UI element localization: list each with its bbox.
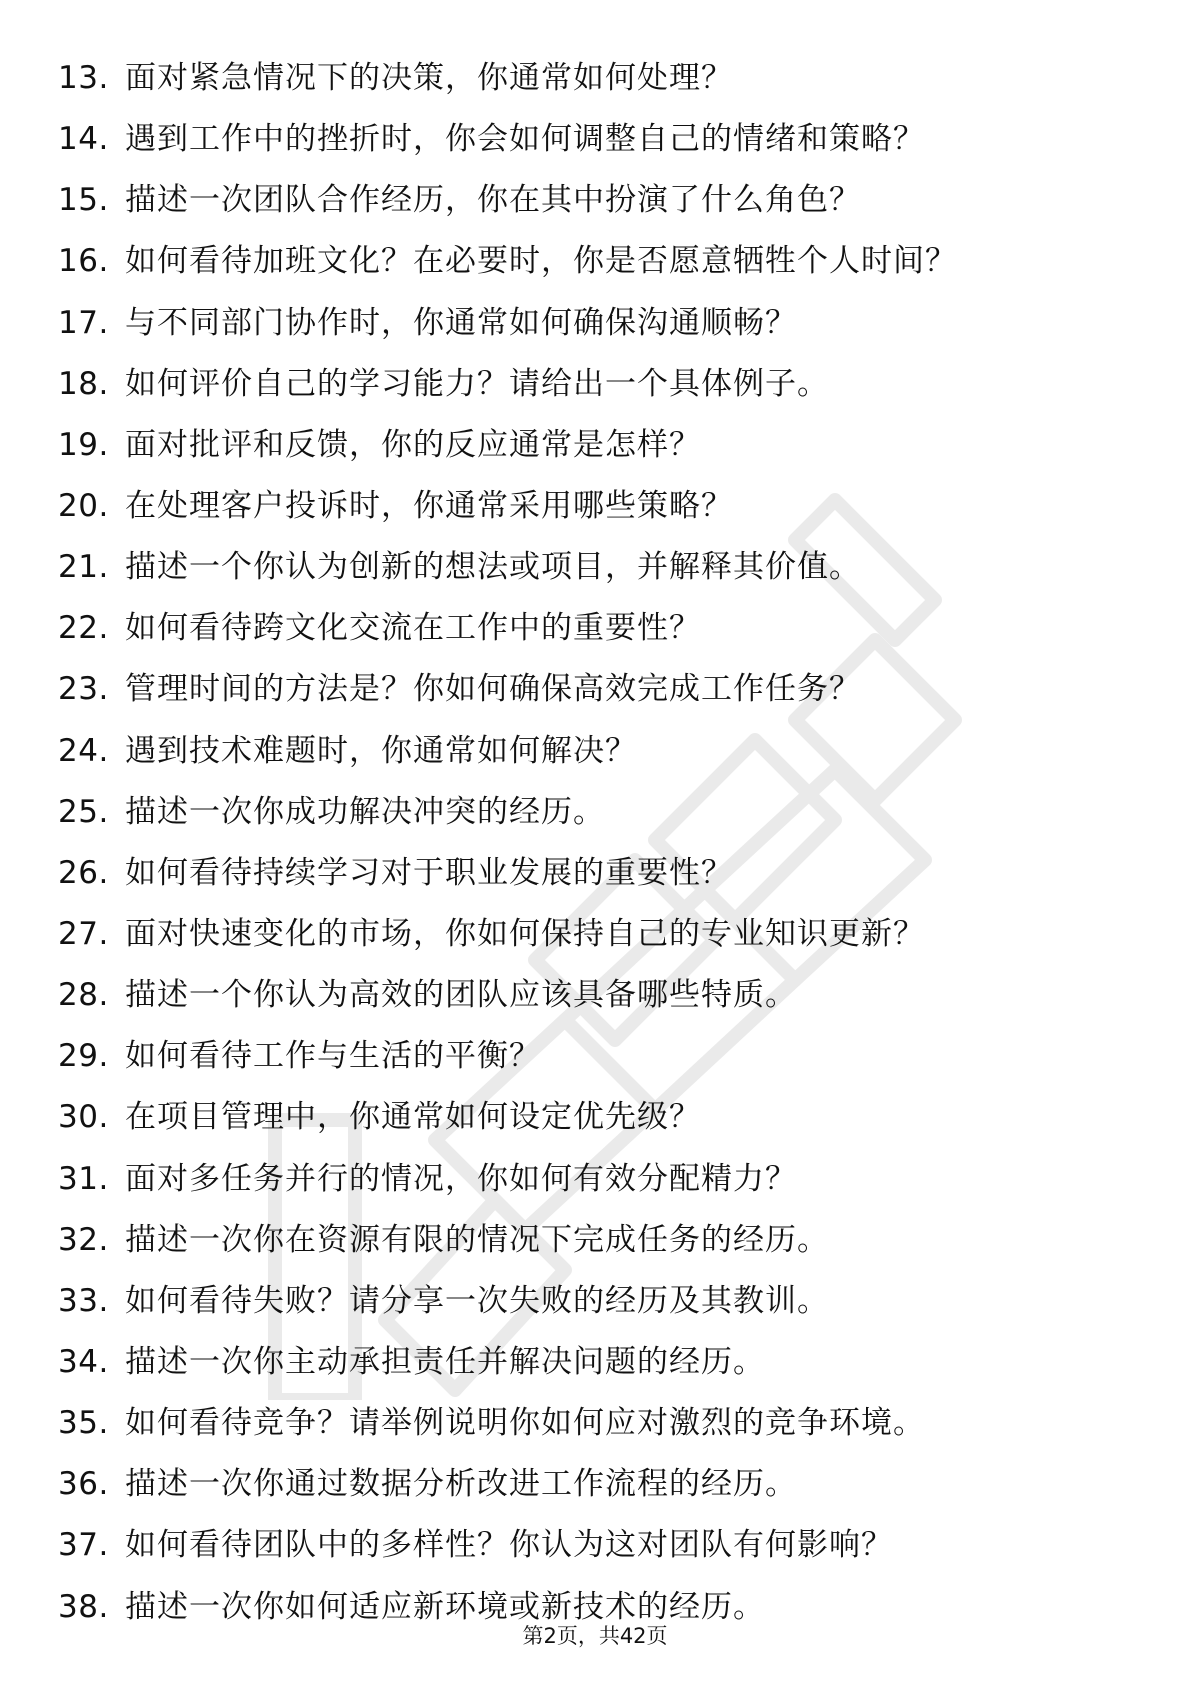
question-number: 25. [58, 793, 109, 830]
question-text: 遇到工作中的挫折时，你会如何调整自己的情绪和策略？ [125, 121, 925, 158]
question-text: 如何看待失败？请分享一次失败的经历及其教训。 [125, 1282, 829, 1319]
page-number-label: 第2页，共42页 [522, 1624, 668, 1648]
question-item [58, 598, 1138, 659]
question-item [58, 721, 1138, 782]
question-number: 16. [58, 243, 109, 280]
question-item [58, 1393, 1138, 1454]
question-number: 34. [58, 1344, 109, 1381]
question-number: 38. [58, 1588, 109, 1625]
question-text: 描述一个你认为高效的团队应该具备哪些特质。 [125, 977, 797, 1014]
question-item [58, 109, 1138, 170]
question-number: 21. [58, 549, 109, 586]
question-item [58, 476, 1138, 537]
question-number: 31. [58, 1160, 109, 1197]
question-item [58, 170, 1138, 231]
question-item [58, 965, 1138, 1026]
question-text: 如何看待跨文化交流在工作中的重要性？ [125, 610, 701, 647]
question-number: 14. [58, 121, 109, 158]
question-text: 描述一次你成功解决冲突的经历。 [125, 793, 605, 830]
question-item [58, 1454, 1138, 1515]
question-text: 如何看待团队中的多样性？你认为这对团队有何影响？ [125, 1527, 893, 1564]
question-number: 23. [58, 671, 109, 708]
question-number: 32. [58, 1221, 109, 1258]
question-text: 如何评价自己的学习能力？请给出一个具体例子。 [125, 365, 829, 402]
question-text: 遇到技术难题时，你通常如何解决？ [125, 732, 637, 769]
question-item [58, 1026, 1138, 1087]
question-item [58, 1332, 1138, 1393]
question-item [58, 843, 1138, 904]
question-item [58, 1087, 1138, 1148]
question-text: 如何看待加班文化？在必要时，你是否愿意牺牲个人时间？ [125, 243, 957, 280]
question-list [58, 48, 1138, 1638]
question-number: 22. [58, 610, 109, 647]
question-number: 27. [58, 916, 109, 953]
question-item [58, 904, 1138, 965]
question-text: 描述一次你在资源有限的情况下完成任务的经历。 [125, 1221, 829, 1258]
question-number: 15. [58, 182, 109, 219]
question-item [58, 659, 1138, 720]
question-text: 如何看待工作与生活的平衡？ [125, 1038, 541, 1075]
question-text: 面对批评和反馈，你的反应通常是怎样？ [125, 426, 701, 463]
question-item [58, 537, 1138, 598]
question-text: 在项目管理中，你通常如何设定优先级？ [125, 1099, 701, 1136]
question-text: 描述一次你如何适应新环境或新技术的经历。 [125, 1588, 765, 1625]
question-text: 描述一次团队合作经历，你在其中扮演了什么角色？ [125, 182, 861, 219]
page-footer [0, 1620, 1190, 1650]
question-number: 29. [58, 1038, 109, 1075]
question-item [58, 782, 1138, 843]
question-item [58, 1210, 1138, 1271]
question-number: 30. [58, 1099, 109, 1136]
question-item [58, 415, 1138, 476]
question-number: 33. [58, 1282, 109, 1319]
question-text: 面对多任务并行的情况，你如何有效分配精力？ [125, 1160, 797, 1197]
question-number: 24. [58, 732, 109, 769]
question-text: 描述一次你通过数据分析改进工作流程的经历。 [125, 1466, 797, 1503]
question-number: 20. [58, 488, 109, 525]
question-text: 与不同部门协作时，你通常如何确保沟通顺畅？ [125, 304, 797, 341]
question-number: 26. [58, 854, 109, 891]
question-text: 如何看待竞争？请举例说明你如何应对激烈的竞争环境。 [125, 1405, 925, 1442]
question-number: 28. [58, 977, 109, 1014]
question-number: 13. [58, 60, 109, 97]
question-item [58, 1515, 1138, 1576]
question-number: 37. [58, 1527, 109, 1564]
question-text: 在处理客户投诉时，你通常采用哪些策略？ [125, 488, 733, 525]
question-number: 35. [58, 1405, 109, 1442]
question-item [58, 293, 1138, 354]
question-item [58, 231, 1138, 292]
question-text: 描述一个你认为创新的想法或项目，并解释其价值。 [125, 549, 861, 586]
question-text: 描述一次你主动承担责任并解决问题的经历。 [125, 1344, 765, 1381]
question-number: 18. [58, 365, 109, 402]
question-item [58, 48, 1138, 109]
question-text: 如何看待持续学习对于职业发展的重要性？ [125, 854, 733, 891]
question-number: 19. [58, 426, 109, 463]
question-number: 36. [58, 1466, 109, 1503]
question-number: 17. [58, 304, 109, 341]
question-text: 管理时间的方法是？你如何确保高效完成工作任务？ [125, 671, 861, 708]
question-text: 面对快速变化的市场，你如何保持自己的专业知识更新？ [125, 916, 925, 953]
question-item [58, 1271, 1138, 1332]
question-item [58, 354, 1138, 415]
question-item [58, 1149, 1138, 1210]
question-text: 面对紧急情况下的决策，你通常如何处理？ [125, 60, 733, 97]
